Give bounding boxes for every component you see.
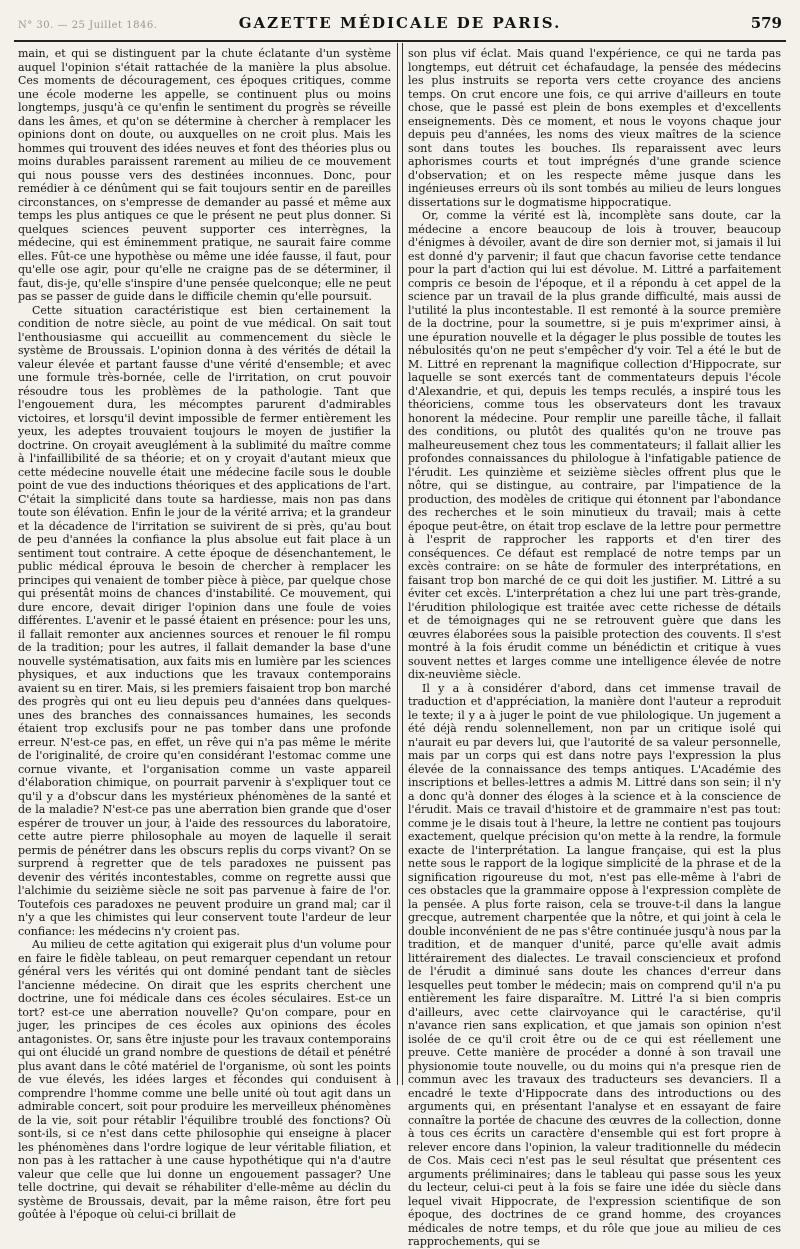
left-column [18,47,391,1221]
paragraph: Il y a à considérer d'abord, dans cet immense travail de traduction et d'appréciation, la manière dont l'auteur a reproduit le texte; il y a à juger le point de vue philologique. Un jugement a été déjà rendu solennellement, non par un critique isolé qui n'aurait eu par devers lui, que l'autorité de sa valeur personnelle, mais par un corps qui est dans notre pays l'expression la plus élevée de la connaissance des temps antiques. L'Académie des inscriptions et belles-lettres a admis M. Littré dans son sein; il n'y a donc qu'à donner des éloges à la science et à la conscience de l'érudit. Mais ce travail d'histoire et de grammaire n'est pas tout: comme je le disais tout à l'heure, la lettre ne contient pas toujours exactement, quelque précision qu'on mette à la rendre, la formule exacte de l'interprétation. La langue française, qui est la plus nette sous le rapport de la logique simplicité de la phrase et de la signification rigoureuse du mot, n'est pas elle-même à l'abri de ces obstacles que la grammaire oppose à l'expression complète de la pensée. A plus forte raison, cela se trouve-t-il dans la langue grecque, autrement charpentée que la nôtre, et qui joint à cela le double inconvénient de ne pas s'être continuée jusqu'à nous par la tradition, et de manquer d'unité, parce qu'elle avait admis littérairement des dialectes. Le travail consciencieux et profond de l'érudit a diminué sans doute les chances d'erreur dans lesquelles peut tomber le médecin; mais on comprend qu'il n'a pu entièrement les faire disparaître. M. Littré l'a si bien compris d'ailleurs, avec cette clairvoyance qui le caractérise, qu'il n'avance rien sans explication, et que jamais son opinion n'est isolée de ce qu'il croit être ou de ce qui est réellement une preuve. Cette manière de procéder a donné à son travail une physionomie toute nouvelle, ou du moins qui n'a presque rien de commun avec les travaux des traducteurs ses devanciers. Il a encadré le texte d'Hippocrate dans des introductions ou des arguments qui, en présentant l'analyse et en essayant de faire connaître la portée de chacune des œuvres de la collection, donne à tous ces écrits un caractère d'ensemble qui est fort propre à relever encore dans l'opinion, la valeur traditionnelle du médecin de Cos. Mais ceci n'est pas le seul résultat que présentent ces arguments préliminaires; dans le tableau qui passe sous les yeux du lecteur, celui-ci peut à la fois se faire une idée du siècle dans lequel vivait Hippocrate, de l'expression scientifique de son époque, des doctrines de ce grand homme, des croyances médicales de notre temps, et du rôle que joue au milieu de ces rapprochements, qui se [408,681,781,1248]
paragraph: Or, comme la vérité est là, incomplète sans doute, car la médecine a encore beaucoup de lois à trouver, beaucoup d'énigmes à dévoiler, avant de dire son dernier mot, si jamais il lui est donné d'y parvenir; il faut que chacun favorise cette tendance pour la part d'action qui lui est dévolue. M. Littré a parfaitement compris ce besoin de l'époque, et il a répondu à cet appel de la science par un travail de la plus grande difficulté, mais aussi de l'utilité la plus incontestable. Il est remonté à la source première de la doctrine, pour la soumettre, si je puis m'exprimer ainsi, à une épuration nouvelle et la dégager le plus possible de toutes les nébulosités qu'on ne peut s'empêcher d'y voir. Tel a été le but de M. Littré en reprenant la magnifique collection d'Hippocrate, sur laquelle se sont exercés tant de commentateurs depuis l'école d'Alexandrie, et qui, depuis les temps reculés, a inspiré tous les théoriciens, comme tous les observateurs dont les travaux honorent la médecine. Pour remplir une pareille tâche, il fallait des conditions, ou plutôt des qualités qu'on ne trouve pas malheureusement chez tous les commentateurs; il fallait allier les profondes connaissances du philologue à l'infatigable patience de l'érudit. Les quinzième et seizième siècles offrent plus que le nôtre, qui se distingue, au contraire, par l'impatience de la production, des modèles de critique qui étonnent par l'abondance des recherches et le soin minutieux du travail; mais à cette époque peut-être, on était trop esclave de la lettre pour permettre à l'esprit de rapprocher les rapports et d'en tirer des conséquences. Ce défaut est remplacé de notre temps par un excès contraire: on se hâte de formuler des interprétations, en faisant trop bon marché de ce qui doit les justifier. M. Littré a su éviter cet excès. L'interprétation a chez lui une part très-grande, l'érudition philologique est traitée avec cette richesse de détails et de témoignages qui ne se retrouvent guère que dans les œuvres élaborées sous la paisible protection des couvents. Il s'est montré à la fois érudit comme un bénédictin et critique à vues souvent nettes et larges comme une intelligence élevée de notre dix-neuvième siècle. [408,209,781,681]
page-header [14,14,786,38]
journal-title: GAZETTE MÉDICALE DE PARIS. [238,14,562,32]
paragraph: main, et qui se distinguent par la chute éclatante d'un système auquel l'opinion s'était rattachée de la manière la plus absolue. Ces moments de découragement, ces époques critiques, comme une école moderne les appelle, se continuent plus ou moins longtemps, jusqu'à ce qu'enfin le sentiment du progrès se réveille dans les âmes, et qu'on se détermine à chercher à remplacer les opinions dont on doute, ou auxquelles on ne croit plus. Mais les hommes qui trouvent des idées neuves et font des théories plus ou moins durables paraissent rarement au milieu de ce mouvement qui nous pousse vers des destinées inconnues. Donc, pour remédier à ce dénûment qui se fait toujours sentir en de pareilles circonstances, on s'empresse de demander au passé et même aux temps les plus antiques ce que le présent ne peut plus donner. Si quelques sciences peuvent supporter ces interrègnes, la médecine, qui est éminemment pratique, ne saurait faire comme elles. Fût-ce une hypothèse ou même une idée fausse, il faut, pour qu'elle ose agir, pour qu'elle ne craigne pas de se déterminer, il faut, dis-je, qu'elle s'inspire d'une pensée quelconque; elle ne peut pas se passer de guide dans le difficile chemin qu'elle poursuit. [18,47,391,303]
header-rule [14,40,786,42]
right-column [408,47,781,1248]
paragraph: Au milieu de cette agitation qui exigerait plus d'un volume pour en faire le fidèle tableau, on peut remarquer cependant un retour général vers les vérités qui ont dominé pendant tant de siècles l'ancienne médecine. On dirait que les esprits cherchent une doctrine, une foi médicale dans ces écoles séculaires. Est-ce un tort? est-ce une aberration nouvelle? Qu'on compare, pour en juger, les principes de ces écoles aux opinions des écoles antagonistes. Or, sans être injuste pour les travaux contemporains qui ont élucidé un grand nombre de questions de détail et pénétré plus avant dans le côté matériel de l'organisme, où sont les points de vue élevés, les idées larges et fécondes qui conduisent à comprendre l'homme comme une belle unité où tout agit dans un admirable concert, soit pour produire les merveilleux phénomènes de la vie, soit pour rétablir l'équilibre troublé des fonctions? Où sont-ils, si ce n'est dans cette philosophie qui enseigne à placer les phénomènes dans l'ordre logique de leur véritable filiation, et non pas à les rattacher à une cause hypothétique qui n'a d'autre valeur que celle que lui donne un engouement passager? Une telle doctrine, qui devait se réhabiliter d'elle-même au déclin du système de Broussais, devait, par la même raison, être fort peu goûtée à l'époque où celui-ci brillait de [18,938,391,1221]
page-number: 579 [750,14,782,32]
paragraph: son plus vif éclat. Mais quand l'expérience, ce qui ne tarda pas longtemps, eut détruit cet échafaudage, la pensée des médecins les plus instruits se reporta vers cette croyance des anciens temps. On crut encore une fois, ce qui arrive d'ailleurs en toute chose, que le passé est plein de bons exemples et d'excellents enseignements. Dès ce moment, et nous le voyons chaque jour depuis peu d'années, les noms des vieux maîtres de la science sont dans toutes les bouches. Ils reparaissent avec leurs aphorismes courts et tout imprégnés d'une grande science d'observation; et on les respecte même jusque dans les ingénieuses erreurs où ils sont tombés au milieu de leurs longues dissertations sur le dogmatisme hippocratique. [408,47,781,209]
column-divider [397,43,403,1085]
issue-date: N° 30. — 25 Juillet 1846. [18,20,158,31]
paragraph: Cette situation caractéristique est bien certainement la condition de notre siècle, au point de vue médical. On sait tout l'enthousiasme qui accueillit au commencement du siècle le système de Broussais. L'opinion donna à des vérités de détail la valeur élevée et partant fausse d'une vérité d'ensemble; et avec une formule très-bornée, celle de l'irritation, on crut pouvoir résoudre tous les problèmes de la pathologie. Tant que l'engouement dura, les mécomptes parurent d'admirables victoires, et lorsqu'il devint impossible de fermer entièrement les yeux, les adeptes trouvaient toujours le moyen de justifier la doctrine. On croyait aveuglément à la sublimité du maître comme à l'infaillibilité de sa théorie; et on y croyait d'autant mieux que cette médecine nouvelle était une médecine facile sous le double point de vue des inductions théoriques et des applications de l'art. C'était la simplicité dans toute sa hardiesse, mais non pas dans toute son élévation. Enfin le jour de la vérité arriva; et la grandeur et la décadence de l'irritation se suivirent de si près, qu'au bout de peu d'années la confiance la plus absolue eut fait place à un sentiment tout contraire. A cette époque de désenchantement, le public médical éprouva le besoin de chercher à remplacer les principes qui venaient de tomber pièce à pièce, par quelque chose qui présentât moins de chances d'instabilité. Ce mouvement, qui dure encore, devait diriger l'opinion dans une foule de voies différentes. L'avenir et le passé étaient en présence: pour les uns, il fallait remonter aux anciennes sources et renouer le fil rompu de la tradition; pour les autres, il fallait demander la base d'une nouvelle systématisation, aux faits mis en lumière par les sciences physiques, et aux inductions que les travaux contemporains avaient su en tirer. Mais, si les premiers faisaient trop bon marché des progrès qui ont eu lieu depuis peu d'années dans quelques-unes des branches des connaissances humaines, les seconds étaient trop exclusifs pour ne pas tomber dans une profonde erreur. N'est-ce pas, en effet, un rêve qui n'a pas même le mérite de l'originalité, de croire qu'en considérant l'estomac comme une cornue vivante, et l'organisation comme un vaste appareil d'élaboration chimique, on pourrait parvenir à s'expliquer tout ce qu'il y a d'obscur dans les mystérieux phénomènes de la santé et de la maladie? N'est-ce pas une aberration bien grande que d'oser espérer de trouver un jour, à l'aide des ressources du laboratoire, cette autre pierre philosophale au moyen de laquelle il serait permis de pénétrer dans les obscurs replis du corps vivant? On se surprend à regretter que de tels paradoxes ne puissent pas devenir des vérités incontestables, comme on regrette aussi que l'alchimie du seizième siècle ne soit pas parvenue à faire de l'or. Toutefois ces paradoxes ne peuvent produire un grand mal; car il n'y a que les chimistes qui leur conservent toute l'ardeur de leur confiance: les médecins n'y croient pas. [18,303,391,938]
